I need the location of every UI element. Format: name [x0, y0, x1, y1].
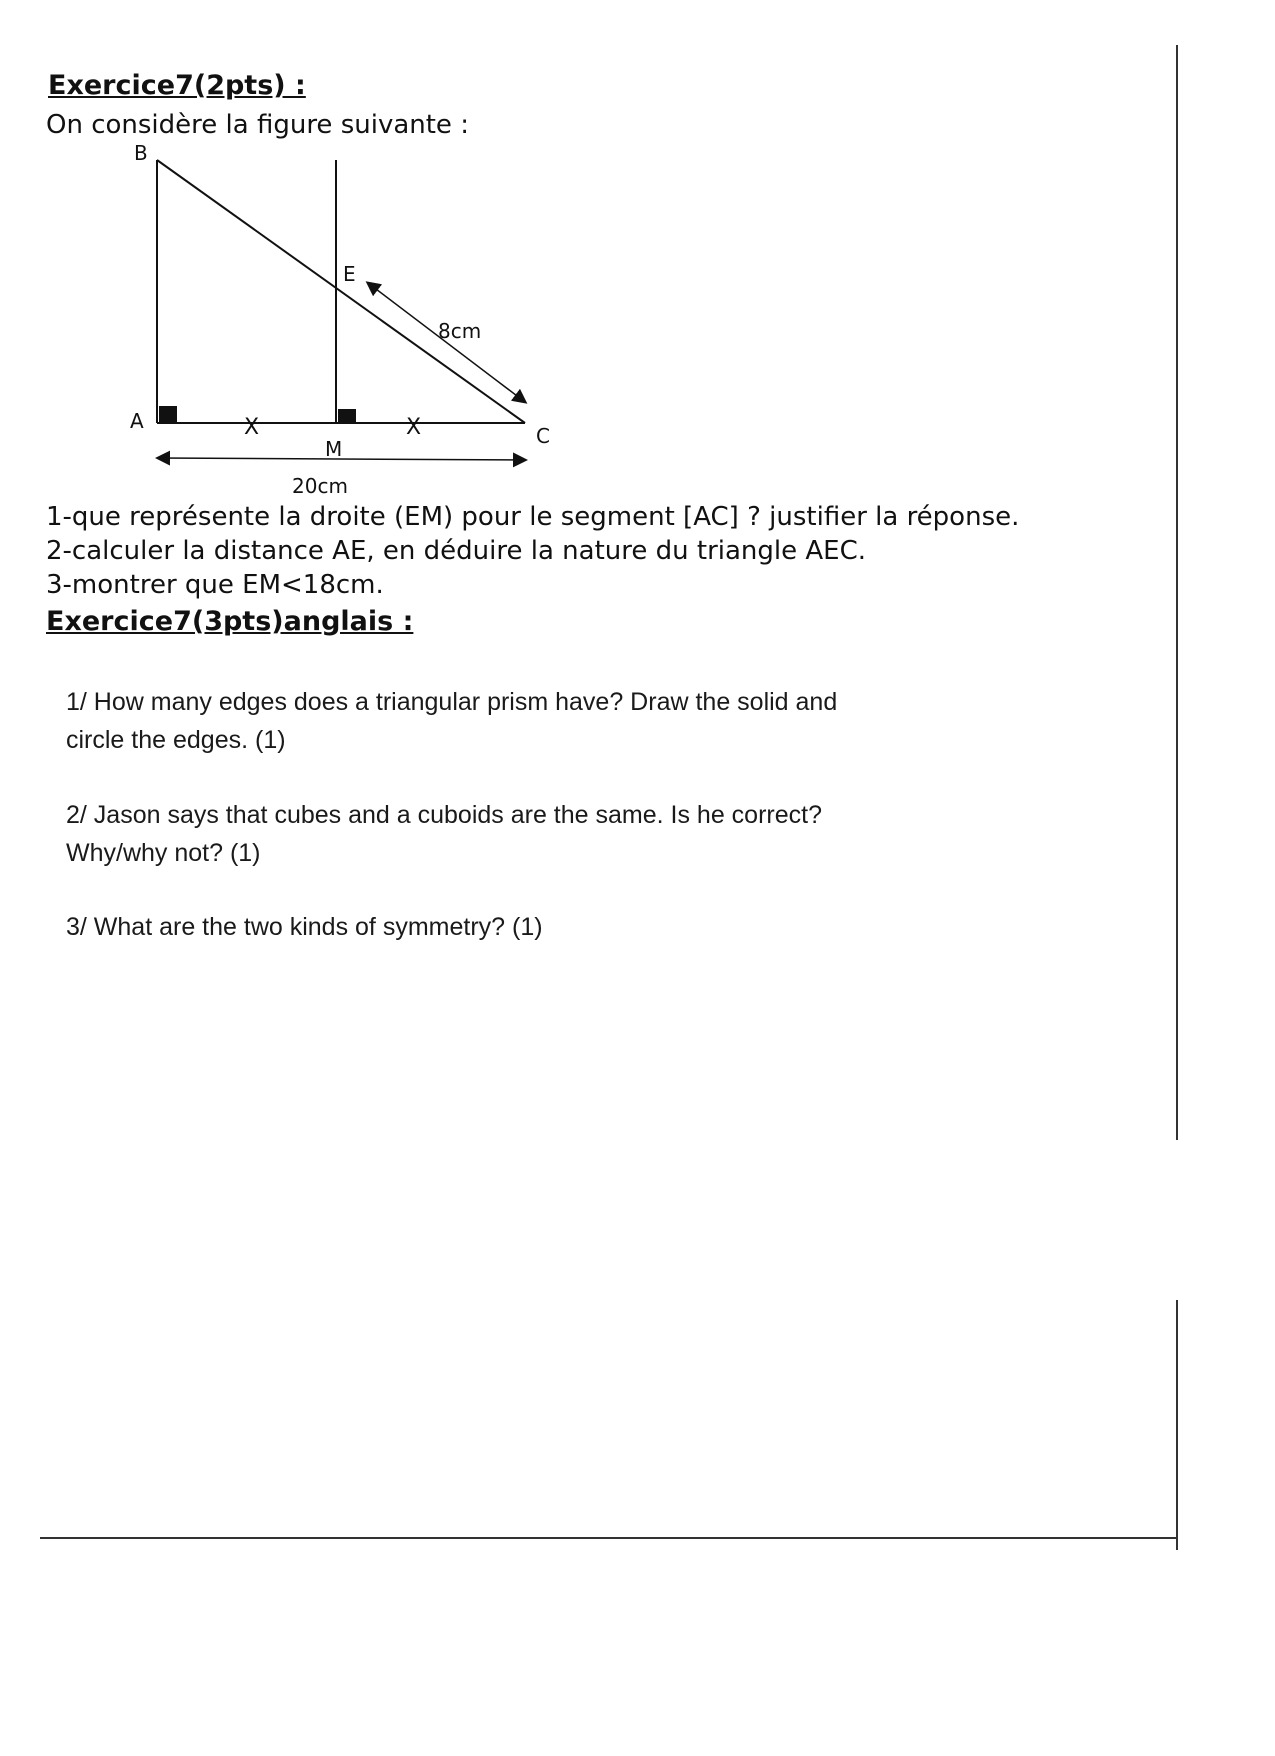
tick-mark-am: X: [244, 415, 260, 440]
segment-bc: [157, 160, 525, 423]
label-8cm: 8cm: [438, 319, 482, 343]
fr-question-3: 3-montrer que EM<18cm.: [46, 570, 384, 600]
label-e: E: [343, 262, 356, 286]
fr-question-2: 2-calculer la distance AE, en déduire la nature du triangle AEC.: [46, 536, 867, 566]
exercise-en-heading: Exercice7(3pts)anglais :: [46, 606, 414, 637]
label-a: A: [130, 409, 144, 433]
label-20cm: 20cm: [292, 474, 348, 498]
right-angle-marker-a: [159, 406, 177, 423]
tick-mark-mc: X: [406, 415, 422, 440]
right-angle-marker-m: [338, 409, 356, 423]
en-question-3: 3/ What are the two kinds of symmetry? (1): [66, 913, 543, 941]
bottom-border-line: [40, 1537, 1176, 1539]
geometry-figure: [0, 0, 1275, 520]
fr-question-1: 1-que représente la droite (EM) pour le segment [AC] ? justifier la réponse.: [46, 502, 1020, 532]
label-b: B: [134, 141, 148, 165]
en-question-1-line-2: circle the edges. (1): [66, 726, 286, 754]
right-border-line-lower: [1176, 1300, 1178, 1550]
en-question-1-line-1: 1/ How many edges does a triangular prism have? Draw the solid and: [66, 688, 838, 716]
exercise-fr-intro: On considère la figure suivante :: [46, 110, 469, 140]
label-c: C: [536, 424, 550, 448]
en-question-2-line-1: 2/ Jason says that cubes and a cuboids are the same. Is he correct?: [66, 801, 822, 829]
en-question-2-line-2: Why/why not? (1): [66, 839, 261, 867]
label-m: M: [325, 437, 343, 461]
right-border-line-upper: [1176, 45, 1178, 1140]
exercise-fr-heading: Exercice7(2pts) :: [48, 70, 306, 101]
